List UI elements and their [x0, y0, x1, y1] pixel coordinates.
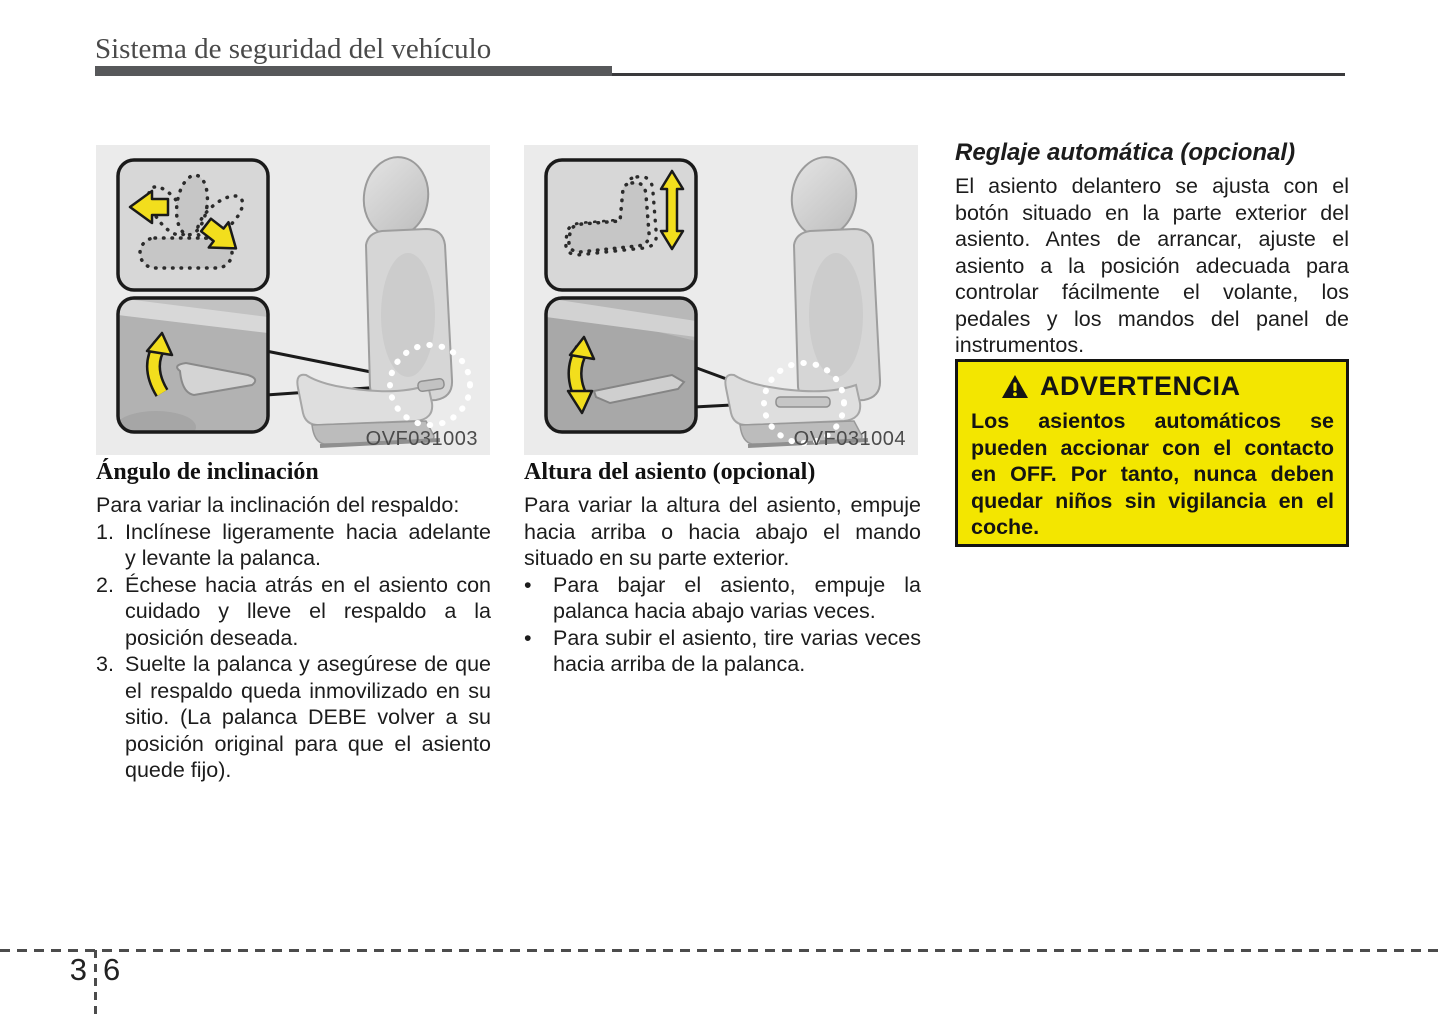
bullet-text: Para subir el asiento, tire varias veces hacia arriba de la palanca.	[553, 625, 921, 676]
footer-dashed-divider	[94, 950, 97, 1019]
warning-title-row	[971, 371, 1334, 402]
step-text: Suelte la palanca y asegúrese de que el respaldo queda inmovilizado en su sitio. (La palanca DEBE volver a su posición original para que el asiento quede fijo).	[125, 652, 491, 782]
section-heading: Ángulo de inclinación	[96, 459, 319, 485]
section-heading: Reglaje automática (opcional)	[955, 139, 1296, 166]
page-title: Sistema de seguridad del vehículo	[95, 33, 492, 65]
height-lever	[776, 397, 830, 407]
seat-recline-illustration	[96, 145, 490, 455]
page-number: 6	[103, 952, 121, 987]
section-seat-height	[524, 459, 921, 678]
bullet-item	[524, 572, 921, 625]
inset-height-diagram	[546, 160, 696, 290]
bullet-marker: •	[524, 625, 532, 650]
inset-lever-closeup	[116, 298, 268, 443]
inset-recline-diagram	[118, 160, 268, 290]
title-underline-bar	[95, 66, 612, 76]
section-recline-angle	[96, 459, 491, 784]
warning-triangle-icon	[1001, 374, 1029, 399]
section-intro: Para variar la inclinación del respaldo:	[96, 493, 460, 517]
step-text: Échese hacia atrás en el asiento con cuidado y lleve el respaldo a la posición deseada.	[125, 572, 491, 650]
step-text: Inclínese ligeramente hacia adelante y levante la palanca.	[125, 519, 491, 570]
section-body: El asiento delantero se ajusta con el botón situado en la parte exterior del asiento. Antes de arrancar, ajuste el asiento a la posición adecuada para controlar fácilmente el volante, los pedales y los mandos del panel de instrumentos.	[955, 174, 1349, 357]
section-power-adjustment	[955, 139, 1349, 359]
figure-caption: OVF031003	[365, 428, 478, 450]
footer-dashed-rule	[0, 949, 1445, 952]
bullet-item	[524, 625, 921, 678]
figure-seat-height	[524, 145, 918, 455]
step-number: 1.	[96, 519, 114, 544]
chapter-number: 3	[69, 952, 87, 987]
warning-title: ADVERTENCIA	[1040, 371, 1241, 401]
seat-side-view	[297, 153, 452, 446]
step-number: 3.	[96, 652, 114, 676]
numbered-step	[96, 519, 491, 572]
warning-box	[955, 359, 1349, 547]
figure-seat-recline	[96, 145, 490, 455]
inset-lever-closeup	[546, 298, 696, 432]
bullet-marker: •	[524, 572, 532, 597]
seat-side-view	[725, 153, 880, 446]
bullet-text: Para bajar el asiento, empuje la palanca hacia abajo varias veces.	[553, 572, 921, 623]
step-number: 2.	[96, 572, 114, 597]
warning-text: Los asientos automáticos se pueden accionar con el contacto en OFF. Por tanto, nunca deben quedar niños sin vigilancia en el coche.	[971, 409, 1334, 539]
numbered-step	[96, 572, 491, 652]
section-heading: Altura del asiento (opcional)	[524, 459, 816, 485]
section-intro: Para variar la altura del asiento, empuje hacia arriba o hacia abajo el mando situado en su parte exterior.	[524, 493, 921, 570]
seat-height-illustration	[524, 145, 918, 455]
title-underline-rule	[612, 73, 1345, 76]
numbered-step	[96, 651, 491, 784]
figure-caption: OVF031004	[793, 428, 906, 450]
